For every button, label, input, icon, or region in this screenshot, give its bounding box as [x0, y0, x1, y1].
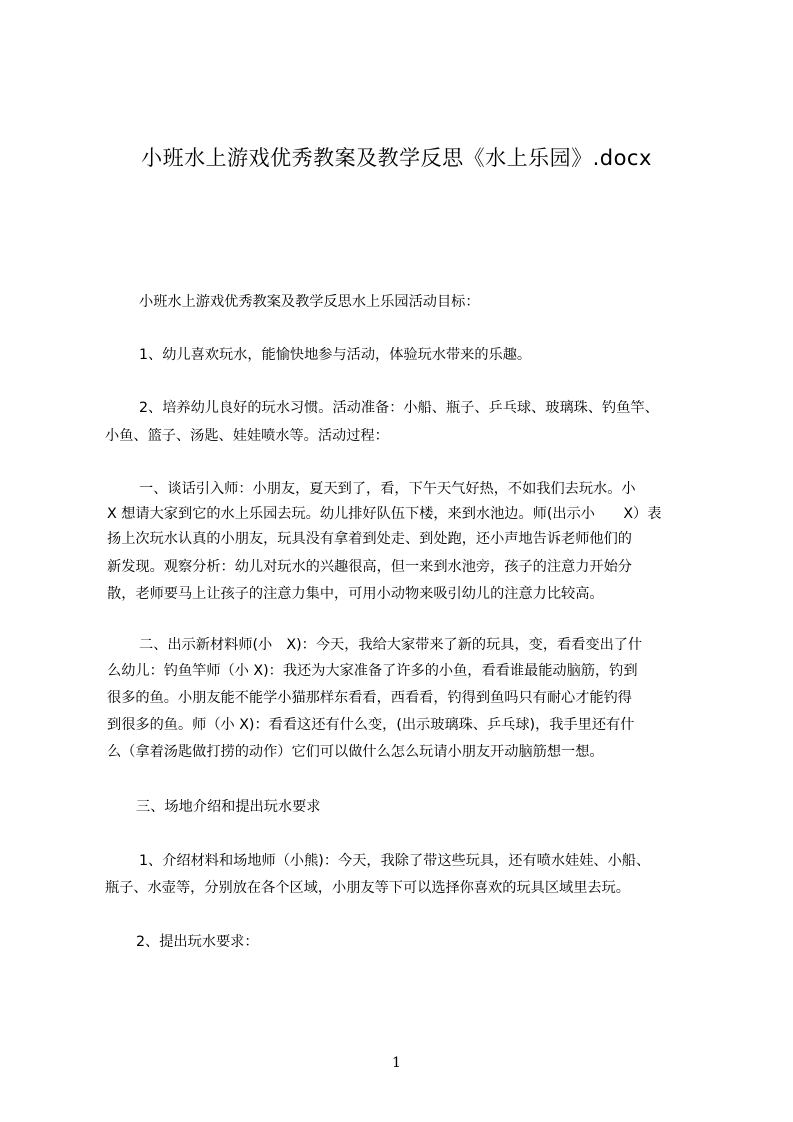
paragraph-line: 1、介绍材料和场地师（小熊)：今天，我除了带这些玩具，还有喷水娃娃、小船、 [139, 853, 651, 869]
paragraph-line: 1、幼儿喜欢玩水，能愉快地参与活动，体验玩水带来的乐趣。 [139, 347, 532, 363]
section-heading: 三、场地介绍和提出玩水要求 [136, 799, 321, 815]
paragraph-line: 新发现。观察分析：幼儿对玩水的兴趣很高，但一来到水池旁，孩子的注意力开始分 [107, 559, 632, 575]
page-number: 1 [392, 1055, 401, 1071]
document-title: 小班水上游戏优秀教案及教学反思《水上乐园》.docx [141, 146, 652, 170]
paragraph-line: 瓶子、水壶等，分别放在各个区域，小朋友等下可以选择你喜欢的玩具区域里去玩。 [105, 880, 630, 896]
paragraph-line: 么幼儿：钓鱼竿师（小 X)：我还为大家准备了许多的小鱼，看看谁最能动脑筋，钓到 [107, 663, 638, 679]
paragraph-line: 到很多的鱼。师（小 X)：看看这还有什么变，(出示玻璃珠、乒乓球)，我手里还有什 [107, 717, 635, 733]
paragraph-line: 很多的鱼。小朋友能不能学小猫那样东看看，西看看，钓得到鱼吗只有耐心才能钓得 [107, 690, 632, 706]
paragraph-line: X 想请大家到它的水上乐园去玩。幼儿排好队伍下楼，来到水池边。师(出示小 X）表 [107, 506, 662, 522]
paragraph-line: 小班水上游戏优秀教案及教学反思水上乐园活动目标： [139, 294, 480, 310]
paragraph-line: 二、出示新材料师(小 X)：今天，我给大家带来了新的玩具，变，看看变出了什 [139, 637, 643, 653]
paragraph-line: 扬上次玩水认真的小朋友，玩具没有拿着到处走、到处跑，还小声地告诉老师他们的 [107, 531, 632, 547]
paragraph-line: 么（拿着汤匙做打捞的动作）它们可以做什么怎么玩请小朋友开动脑筋想一想。 [107, 744, 604, 760]
paragraph-line: 小鱼、篮子、汤匙、娃娃喷水等。活动过程： [105, 428, 389, 444]
paragraph-line: 2、培养幼儿良好的玩水习惯。活动准备：小船、瓶子、乒乓球、玻璃珠、钓鱼竿、 [139, 400, 659, 416]
paragraph-line: 2、提出玩水要求： [136, 934, 259, 950]
paragraph-line: 一、谈话引入师：小朋友，夏天到了，看，下午天气好热，不如我们去玩水。小 [139, 481, 636, 497]
paragraph-line: 散，老师要马上让孩子的注意力集中，可用小动物来吸引幼儿的注意力比较高。 [107, 586, 604, 602]
